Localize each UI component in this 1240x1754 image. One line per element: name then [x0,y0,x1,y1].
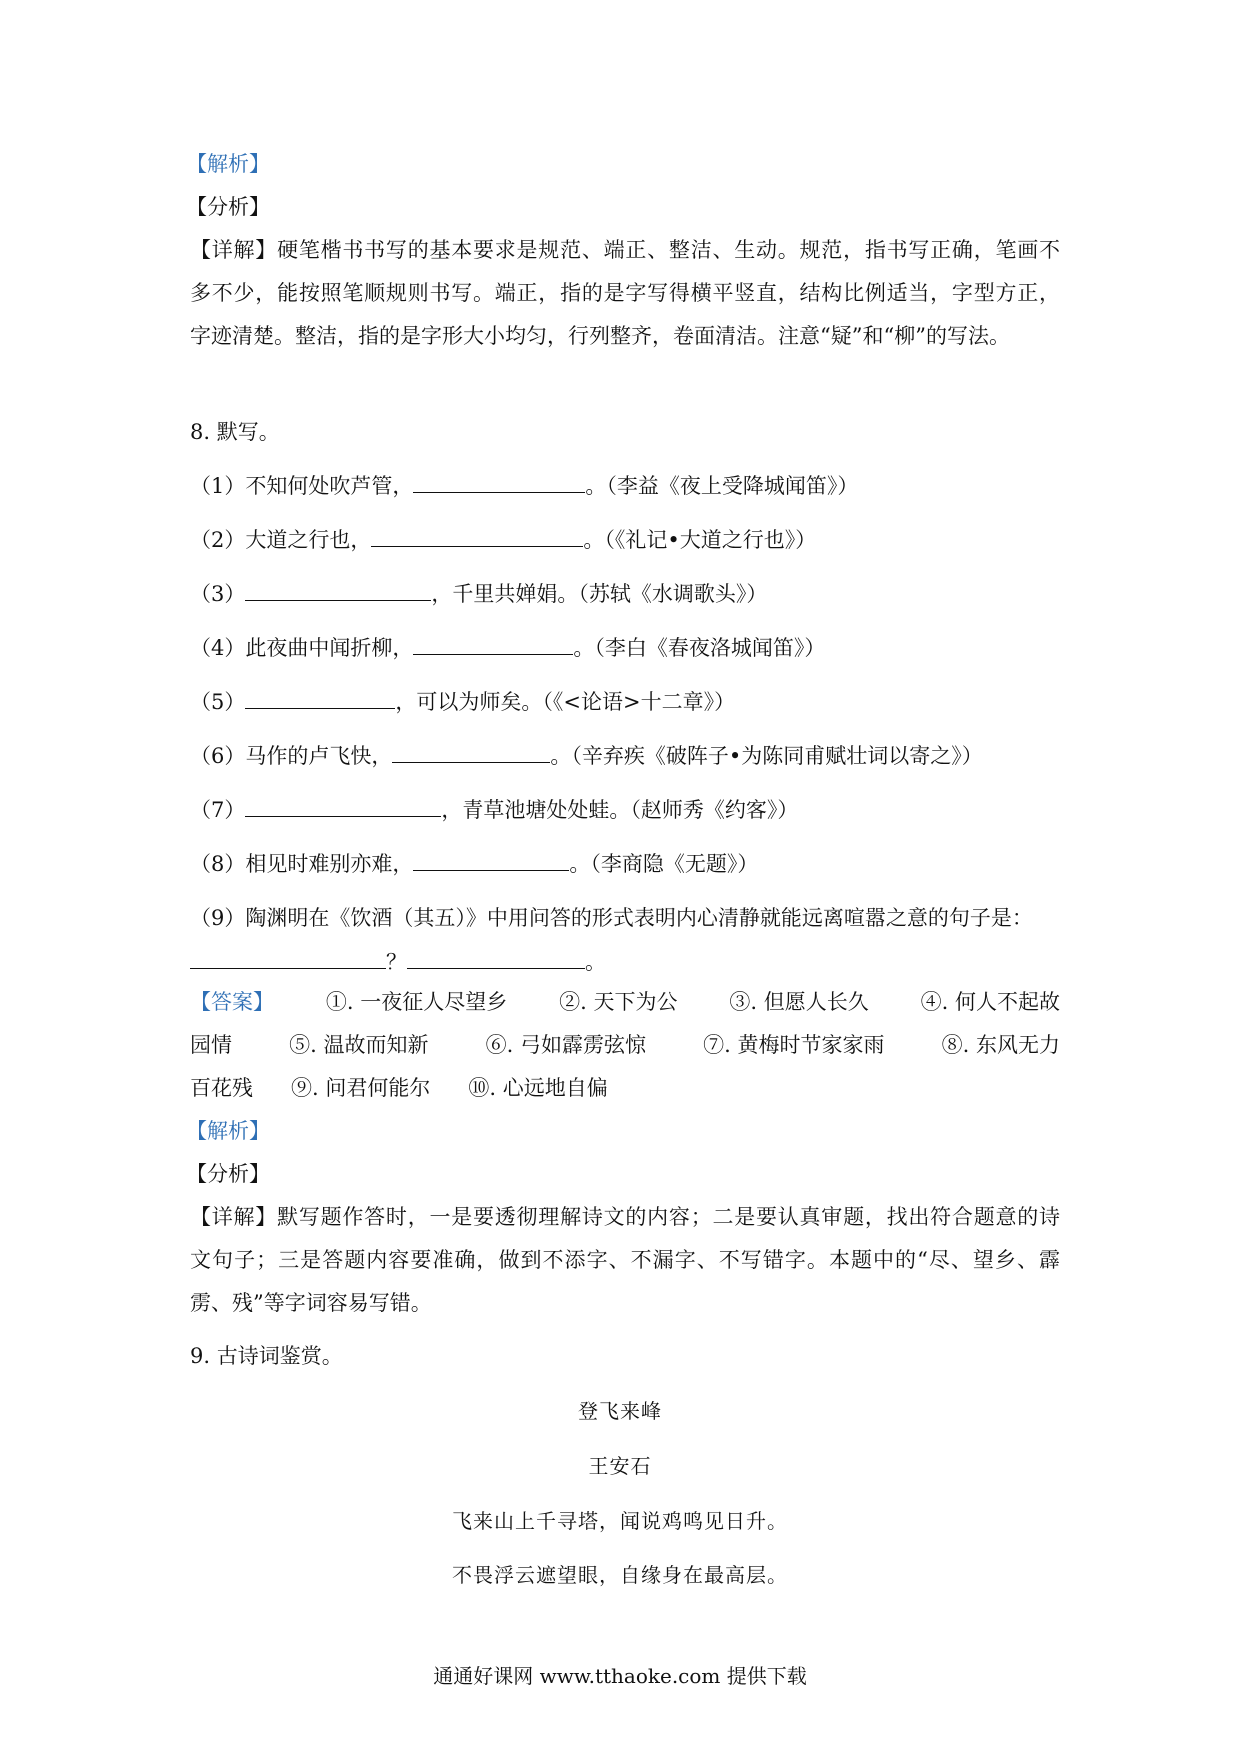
jiexi-heading-q8: 【解析】 [186,1119,270,1143]
q8-item-1 [190,472,858,500]
answer-blank [245,796,441,817]
q8-item-7-suffix: ，青草池塘处处蛙。（赵师秀《约客》） [441,798,799,822]
answer-item: ⑩. 心远地自偏 [468,1076,608,1100]
xiangjie-q7-line-2: 多不少，能按照笔顺规则书写。端正，指的是字写得横平竖直，结构比例适当，字型方正， [190,281,1060,305]
answer-blank [392,742,550,763]
answer-blank [371,526,583,547]
answer-item: ⑦. 黄梅时节家家雨 [703,1033,885,1057]
q8-item-4-prefix: （4）此夜曲中闻折柳， [190,636,414,660]
q8-item-9-question-mark: ？ [386,950,407,974]
q8-item-1-suffix: 。（李益《夜上受降城闻笛》） [585,474,859,498]
xiangjie-q8-line-3: 雳、残”等字词容易写错。 [190,1291,432,1315]
answer-item: ③. 但愿人长久 [729,990,869,1014]
q8-item-7 [190,796,798,824]
answer-row-3 [190,1074,1060,1102]
q8-item-9-end: 。 [585,950,606,974]
answer-row-1 [190,988,1060,1016]
poem-author: 王安石 [588,1454,652,1478]
q8-item-8-prefix: （8）相见时难别亦难， [190,852,414,876]
jiexi-heading-q7: 【解析】 [186,152,270,176]
q8-item-2 [190,526,816,554]
answer-item: 百花残 [190,1076,253,1100]
answer-blank [413,634,573,655]
answer-item: ④. 何人不起故 [920,990,1060,1014]
fenxi-heading-q7: 【分析】 [186,195,270,219]
q8-item-4-suffix: 。（李白《春夜洛城闻笛》） [573,636,826,660]
q8-item-8 [190,850,758,878]
xiangjie-q7-line-1: 【详解】硬笔楷书书写的基本要求是规范、端正、整洁、生动。规范，指书写正确，笔画不 [190,238,1060,262]
answer-blank [245,688,395,709]
q8-item-5 [190,688,735,716]
poem-title: 登飞来峰 [578,1399,662,1423]
xiangjie-q7-line-3: 字迹清楚。整洁，指的是字形大小均匀，行列整齐，卷面清洁。注意“疑”和“柳”的写法。 [190,324,1010,348]
q8-item-1-prefix: （1）不知何处吹芦管， [190,474,414,498]
answer-label: 【答案】 [190,990,274,1014]
q8-item-3 [190,580,767,608]
answer-blank [407,948,585,969]
poem-line-1: 飞来山上千寻塔，闻说鸡鸣见日升。 [452,1509,788,1533]
xiangjie-q8-line-2: 文句子；三是答题内容要准确，做到不添字、不漏字、不写错字。本题中的“尽、望乡、霹 [190,1248,1060,1272]
q8-item-9-blanks [190,948,606,976]
answer-item: ⑨. 问君何能尔 [291,1076,431,1100]
q8-item-7-prefix: （7） [190,798,246,822]
question-8-title: 8. 默写。 [190,420,280,444]
q8-item-3-suffix: ，千里共婵娟。（苏轼《水调歌头》） [431,582,768,606]
q8-item-2-suffix: 。（《礼记•大道之行也》） [583,528,817,552]
answer-item: ①. 一夜征人尽望乡 [325,990,508,1014]
answer-blank [413,472,585,493]
page-footer: 通通好课网 www.tthaoke.com 提供下载 [433,1664,807,1688]
q8-item-2-prefix: （2）大道之行也， [190,528,372,552]
q8-item-9: （9）陶渊明在《饮酒（其五）》中用问答的形式表明内心清静就能远离喧嚣之意的句子是： [190,906,1033,930]
answer-row-2 [190,1031,1060,1059]
fenxi-heading-q8: 【分析】 [186,1162,270,1186]
answer-item: ⑤. 温故而知新 [289,1033,429,1057]
question-9-title: 9. 古诗词鉴赏。 [190,1344,343,1368]
q8-item-5-suffix: ，可以为师矣。（《<论语>十二章》） [395,690,736,714]
answer-blank [413,850,569,871]
answer-item: 园情 [190,1033,232,1057]
q8-item-5-prefix: （5） [190,690,246,714]
q8-item-4 [190,634,825,662]
q8-item-6 [190,742,983,770]
q8-item-6-suffix: 。（辛弃疾《破阵子•为陈同甫赋壮词以寄之》） [550,744,983,768]
answer-item: ②. 天下为公 [559,990,678,1014]
xiangjie-q8-line-1: 【详解】默写题作答时，一是要透彻理解诗文的内容；二是要认真审题，找出符合题意的诗 [190,1205,1060,1229]
answer-item: ⑥. 弓如霹雳弦惊 [485,1033,646,1057]
answer-item: ⑧. 东风无力 [941,1033,1060,1057]
q8-item-8-suffix: 。（李商隐《无题》） [569,852,759,876]
q8-item-3-prefix: （3） [190,582,246,606]
poem-line-2: 不畏浮云遮望眼，自缘身在最高层。 [452,1563,788,1587]
q8-item-6-prefix: （6）马作的卢飞快， [190,744,393,768]
answer-blank [190,948,386,969]
answer-blank [245,580,431,601]
